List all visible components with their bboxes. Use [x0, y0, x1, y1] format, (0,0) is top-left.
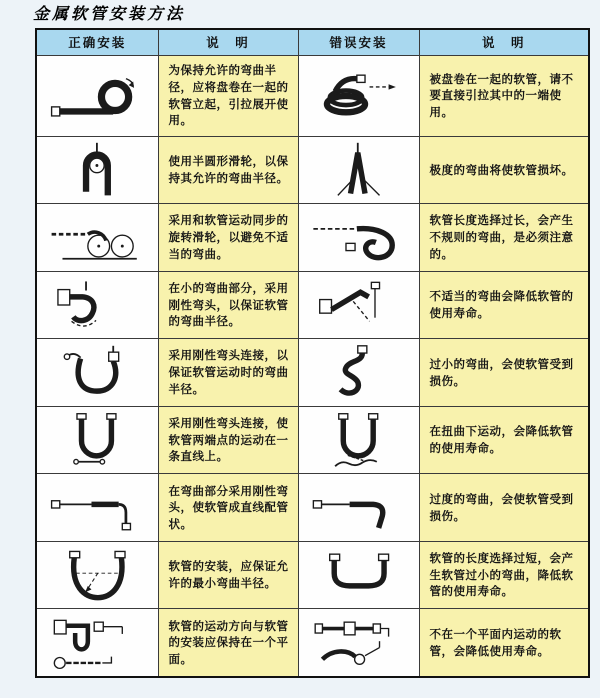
correct-installation-cell	[36, 55, 158, 136]
overbent-hose-end-icon	[303, 479, 414, 537]
correct-installation-cell	[36, 136, 158, 204]
column-header-correct-explanation: 说 明	[158, 29, 298, 55]
wrong-installation-cell	[298, 474, 419, 542]
correct-explanation-text: 为保持允许的弯曲半径，应将盘卷在一起的软管立起，引拉展开使用。	[158, 55, 298, 136]
table-row	[36, 136, 589, 204]
table-row	[36, 609, 589, 677]
hose-on-semicircular-pulley-icon	[41, 141, 153, 199]
correct-explanation-text: 使用半圆形滑轮，以保持其允许的弯曲半径。	[158, 136, 298, 204]
hose-motion-single-plane-icon	[41, 614, 153, 672]
installation-table	[35, 28, 590, 678]
correct-explanation-text: 采用和软管运动同步的旋转滑轮，以避免不适当的弯曲。	[158, 204, 298, 272]
correct-explanation-text: 采用刚性弯头连接，以保证软管运动时的弯曲半径。	[158, 339, 298, 407]
hose-motion-out-of-plane-icon	[303, 614, 414, 672]
rigid-elbow-connection-icon	[41, 344, 153, 402]
table-header	[36, 29, 589, 55]
correct-installation-cell	[36, 406, 158, 474]
table-row	[36, 271, 589, 339]
wrong-installation-cell	[298, 271, 419, 339]
table-row	[36, 339, 589, 407]
correct-explanation-text: 在小的弯曲部分，采用刚性弯头，以保证软管的弯曲半径。	[158, 271, 298, 339]
wrong-explanation-text: 过小的弯曲，会使软管受到损伤。	[419, 339, 589, 407]
wrong-installation-cell	[298, 541, 419, 609]
correct-explanation-text: 采用刚性弯头连接，使软管两端点的运动在一条直线上。	[158, 406, 298, 474]
correct-installation-cell	[36, 541, 158, 609]
wrong-explanation-text: 不适当的弯曲会降低软管的使用寿命。	[419, 271, 589, 339]
improper-bend-hose-icon	[303, 276, 414, 334]
coiled-hose-stood-upright-icon	[41, 67, 153, 125]
wrong-installation-cell	[298, 204, 419, 272]
wrong-explanation-text: 被盘卷在一起的软管，请不要直接引拉其中的一端使用。	[419, 55, 589, 136]
column-header-wrong-explanation: 说 明	[419, 29, 589, 55]
synchronized-rotating-pulleys-icon	[41, 208, 153, 266]
table-body	[36, 55, 589, 677]
correct-installation-cell	[36, 474, 158, 542]
column-header-correct-installation: 正确安装	[36, 29, 158, 55]
wrong-installation-cell	[298, 609, 419, 677]
table-row	[36, 55, 589, 136]
table-row	[36, 406, 589, 474]
table-row	[36, 474, 589, 542]
correct-explanation-text: 在弯曲部分采用刚性弯头，使软管成直线配管状。	[158, 474, 298, 542]
page-title: 金属软管安装方法	[33, 4, 186, 23]
coiled-hose-pulled-flat-icon	[303, 67, 414, 125]
wrong-explanation-text: 过度的弯曲，会使软管受到损伤。	[419, 474, 589, 542]
extreme-bend-hose-icon	[303, 141, 414, 199]
wrong-installation-cell	[298, 136, 419, 204]
correct-installation-cell	[36, 609, 158, 677]
wrong-explanation-text: 不在一个平面内运动的软管，会降低使用寿命。	[419, 609, 589, 677]
correct-installation-cell	[36, 271, 158, 339]
u-hose-min-bend-radius-icon	[41, 546, 153, 604]
wrong-explanation-text: 极度的弯曲将使软管损坏。	[419, 136, 589, 204]
column-header-wrong-installation: 错误安装	[298, 29, 419, 55]
wrong-explanation-text: 软管长度选择过长，会产生不规则的弯曲，是必须注意的。	[419, 204, 589, 272]
rigid-elbow-small-bend-icon	[41, 276, 153, 334]
wrong-explanation-text: 软管的长度选择过短，会产生软管过小的弯曲，降低软管的使用寿命。	[419, 541, 589, 609]
undersized-bend-hose-icon	[303, 344, 414, 402]
wrong-explanation-text: 在扭曲下运动，会降低软管的使用寿命。	[419, 406, 589, 474]
correct-explanation-text: 软管的安装，应保证允许的最小弯曲半径。	[158, 541, 298, 609]
wrong-installation-cell	[298, 406, 419, 474]
correct-explanation-text: 软管的运动方向与软管的安装应保持在一个平面。	[158, 609, 298, 677]
correct-installation-cell	[36, 204, 158, 272]
correct-installation-cell	[36, 339, 158, 407]
wrong-installation-cell	[298, 55, 419, 136]
wrong-installation-cell	[298, 339, 419, 407]
table-row	[36, 541, 589, 609]
overlong-hose-irregular-bend-icon	[303, 208, 414, 266]
straight-hose-rigid-elbow-icon	[41, 479, 153, 537]
u-hose-inline-motion-icon	[41, 411, 153, 469]
short-hose-tight-bend-icon	[303, 546, 414, 604]
u-hose-twisted-motion-icon	[303, 411, 414, 469]
table-row	[36, 204, 589, 272]
